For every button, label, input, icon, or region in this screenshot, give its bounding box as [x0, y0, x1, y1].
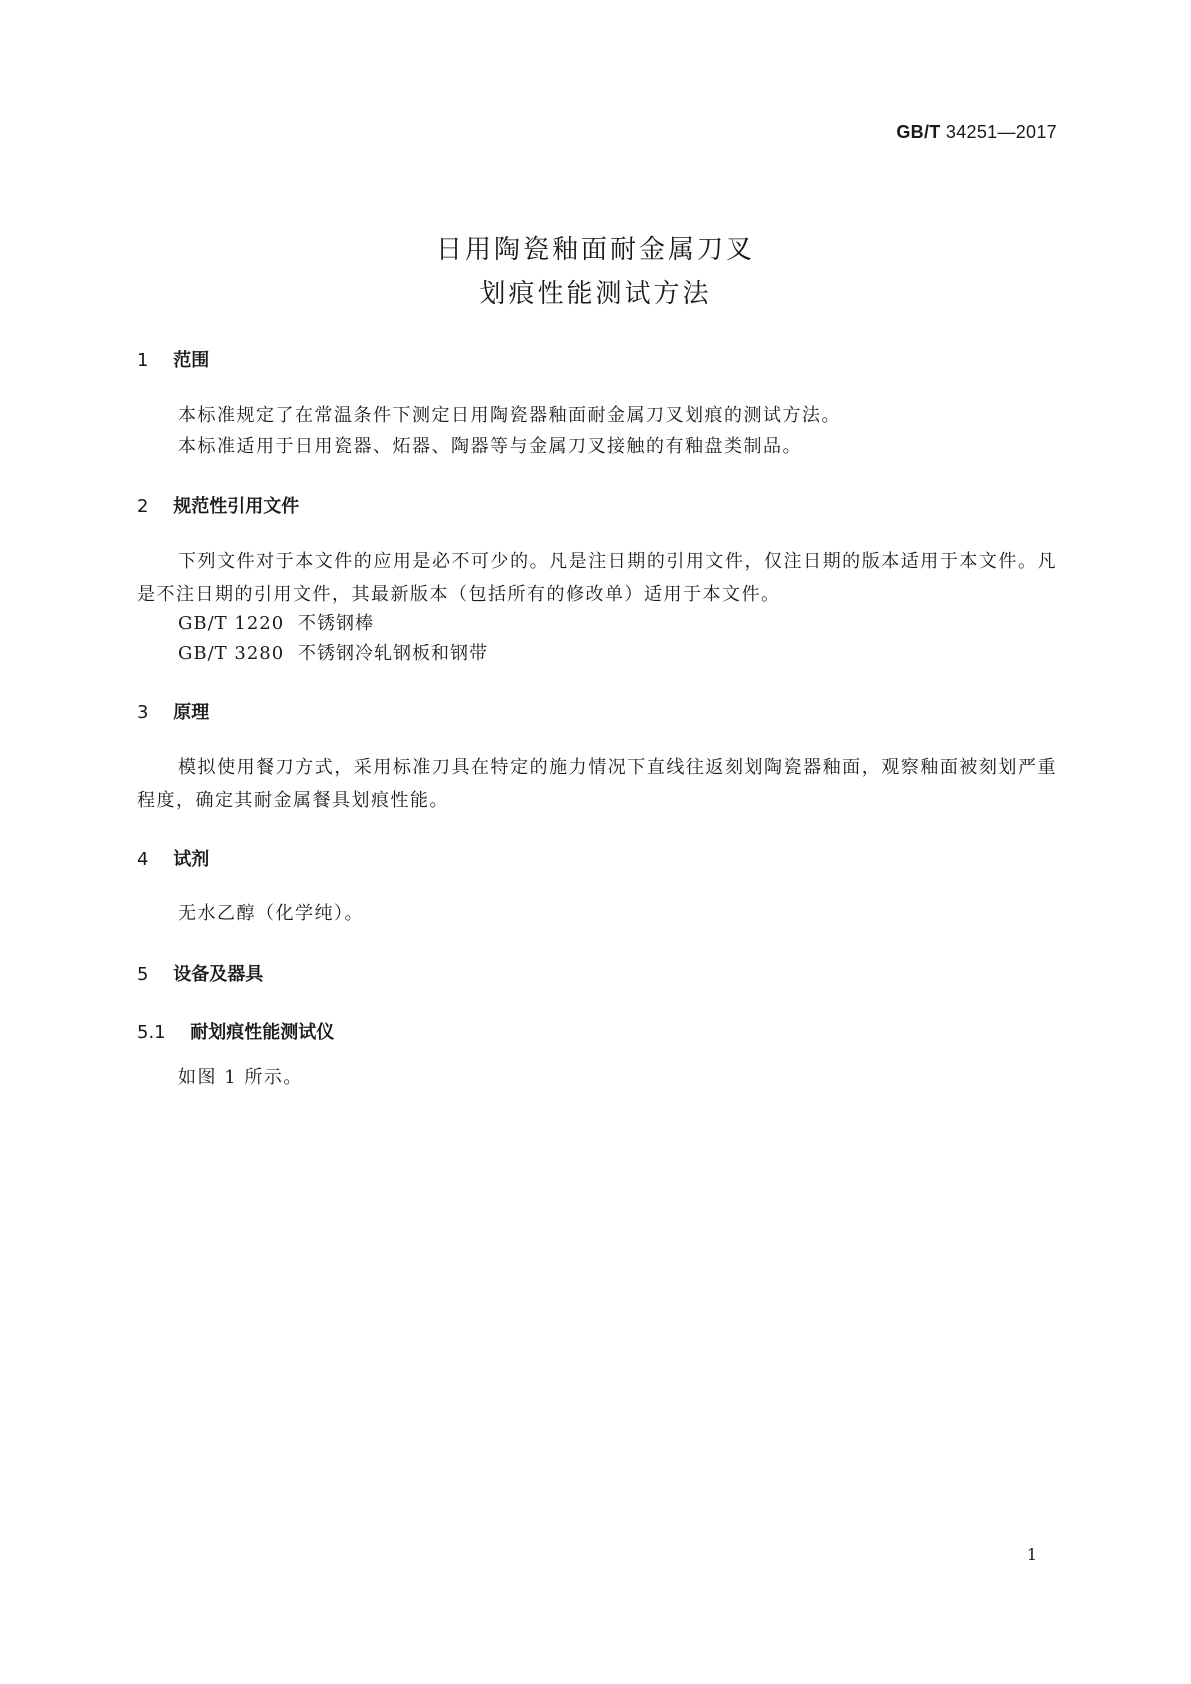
section-heading-principle: [137, 698, 209, 724]
section-title: 规范性引用文件: [173, 496, 300, 517]
section-heading-apparatus: [137, 960, 263, 986]
principle-paragraph: 模拟使用餐刀方式，采用标准刀具在特定的施力情况下直线往返刻划陶瓷器釉面，观察釉面被刻划严重程度，确定其耐金属餐具划痕性能。: [137, 757, 1057, 811]
scope-paragraph-1: 本标准规定了在常温条件下测定日用陶瓷器釉面耐金属刀叉划痕的测试方法。: [178, 405, 841, 426]
section-heading-scope: [137, 346, 209, 372]
section-title: 试剂: [173, 849, 210, 870]
section-title: 原理: [173, 702, 210, 723]
scope-paragraph-2: 本标准适用于日用瓷器、炻器、陶器等与金属刀叉接触的有釉盘类制品。: [178, 436, 802, 457]
section-number: 5: [137, 964, 149, 985]
reference-item: [178, 609, 374, 635]
section-number: 3: [137, 702, 149, 723]
section-heading-normative-references: [137, 492, 299, 518]
standard-prefix: GB/T: [896, 122, 941, 142]
document-title: [0, 228, 1191, 316]
section-heading-reagent: [137, 845, 209, 871]
title-line-2: 划痕性能测试方法: [479, 279, 712, 309]
reference-title: 不锈钢冷轧钢板和钢带: [298, 643, 488, 664]
reference-code: GB/T 3280: [178, 643, 285, 664]
reference-code: GB/T 1220: [178, 613, 285, 634]
subsection-number: 5.1: [137, 1022, 166, 1043]
title-line-1: 日用陶瓷釉面耐金属刀叉: [435, 235, 755, 265]
standard-number-header: [896, 122, 1057, 143]
references-intro-paragraph: 下列文件对于本文件的应用是必不可少的。凡是注日期的引用文件，仅注日期的版本适用于本文件。凡是不注日期的引用文件，其最新版本（包括所有的修改单）适用于本文件。: [137, 551, 1057, 605]
section-title: 设备及器具: [173, 964, 264, 985]
reference-title: 不锈钢棒: [298, 613, 374, 634]
section-title: 范围: [173, 350, 210, 371]
page-number: 1: [1026, 1545, 1037, 1564]
reagent-paragraph: 无水乙醇（化学纯）。: [178, 903, 364, 924]
section-number: 2: [137, 496, 149, 517]
figure-reference-paragraph: 如图 1 所示。: [178, 1067, 303, 1088]
section-number: 1: [137, 350, 149, 371]
subsection-heading-scratch-tester: [137, 1018, 334, 1044]
standard-number: 34251—2017: [945, 122, 1057, 142]
section-number: 4: [137, 849, 149, 870]
subsection-title: 耐划痕性能测试仪: [190, 1022, 335, 1043]
reference-item: [178, 639, 488, 665]
